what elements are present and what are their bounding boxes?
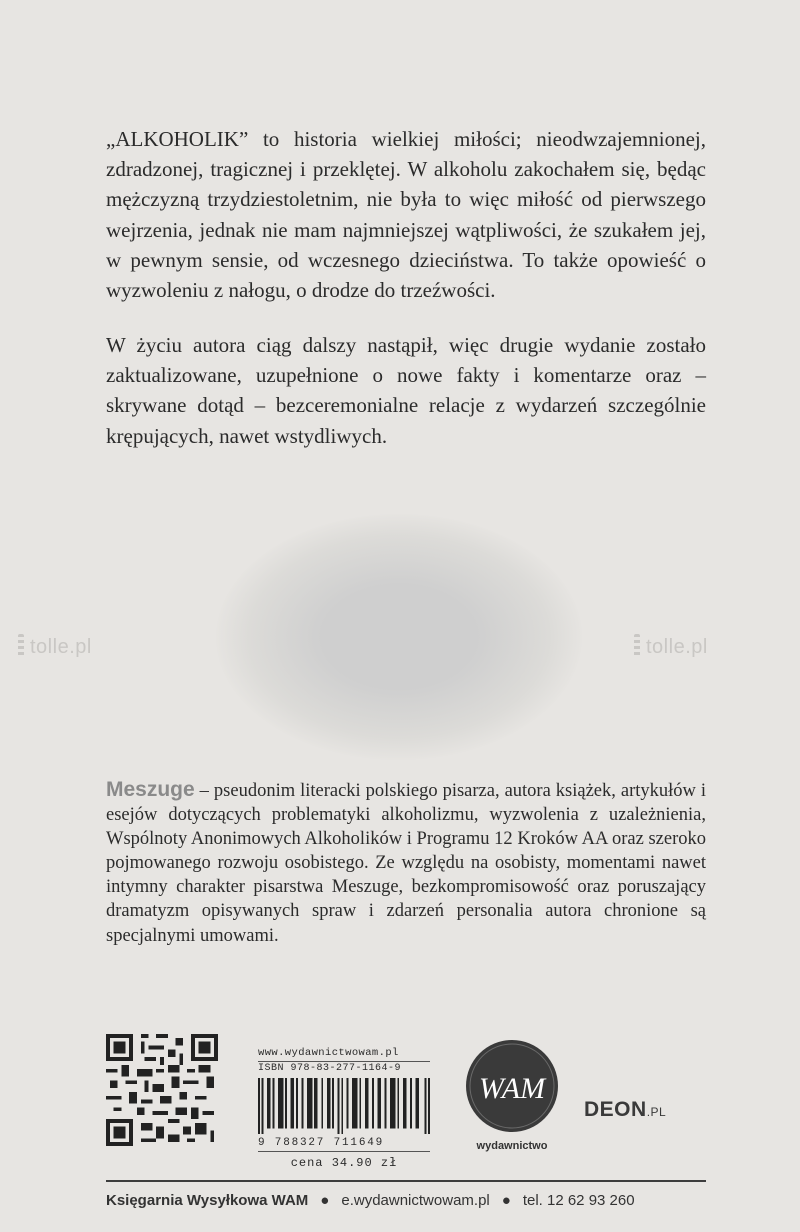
qr-code xyxy=(106,1034,218,1146)
watermark xyxy=(646,636,708,659)
wam-logo xyxy=(464,1038,560,1134)
bio-paragraph xyxy=(106,778,706,948)
blurb-text-1: „ALKOHOLIK” to historia wielkiej miłości; nieodwzajemnionej, zdradzonej, tragicznej i przeklętej. W alkoholu zakochałem się, będąc mężczyzną trzydziestoletnim, nie była to więc miłość od pierwszego wejrzenia, jednak nie mam najmniejszej wątpliwości, że szukałem jej, w pewnym sensie, od wczesnego dzieciństwa. To także opowieść o wyzwoleniu z nałogu, o drodze do trzeźwości. xyxy=(106,127,706,303)
ean-barcode xyxy=(258,1078,430,1134)
footer-bullet: ● xyxy=(320,1192,330,1209)
watermark xyxy=(30,636,92,659)
author-bio xyxy=(106,778,706,948)
publisher-url: www.wydawnictwowam.pl xyxy=(258,1046,430,1062)
footer-shop: Księgarnia Wysyłkowa WAM xyxy=(106,1192,309,1209)
blurb-paragraph-2 xyxy=(106,330,706,451)
wam-label: wydawnictwo xyxy=(476,1140,548,1152)
deon-logo xyxy=(584,1098,666,1122)
blurb-paragraph-1 xyxy=(106,124,706,305)
man-on-stairs-image xyxy=(216,514,582,760)
watermark-text: tolle.pl xyxy=(30,636,92,658)
footer-divider xyxy=(106,1180,706,1182)
bio-text: – pseudonim literacki polskiego pisarza, autora książek, artykułów i esejów dotyczących problematyki alkoholizmu, wyzwolenia z uzależnienia, Wspólnoty Anonimowych Alkoholików i Programu 12 Kroków AA oraz szeroko pojmowanego rozwoju osobistego. Ze względu na osobisty, momentami nawet intymny charakter pisarstwa Meszuge, bezkompromisowość oraz poruszający dramatyzm opisywanych spraw i zdarzeń personalia autora chronione są specjalnymi umowami. xyxy=(106,781,706,946)
deon-suffix: .PL xyxy=(646,1105,667,1119)
deon-text: DEON xyxy=(584,1098,647,1121)
blurb-text-2: W życiu autora ciąg dalszy nastąpił, więc drugie wydanie zostało zaktualizowane, uzupełnione o nowe fakty i komentarze oraz – skrywane dotąd – bezceremonialne relacje z wydarzeń szczególnie krępujących, nawet wstydliwych. xyxy=(106,333,706,448)
price: cena 34.90 zł xyxy=(258,1151,430,1170)
footer xyxy=(106,1192,726,1209)
footer-phone: tel. 12 62 93 260 xyxy=(522,1192,635,1209)
footer-site: e.wydawnictwowam.pl xyxy=(341,1192,490,1209)
isbn-barcode-block xyxy=(258,1046,430,1170)
tolle-watermark-icon xyxy=(634,634,640,658)
isbn: ISBN 978-83-277-1164-9 xyxy=(258,1063,402,1074)
barcode-digits: 9 788327 711649 xyxy=(258,1137,385,1149)
author-name: Meszuge xyxy=(106,778,195,801)
cover-photo xyxy=(216,514,582,760)
wam-logo-text: WAM xyxy=(478,1072,546,1105)
watermark-text: tolle.pl xyxy=(646,636,708,658)
tolle-watermark-icon xyxy=(18,634,24,658)
footer-bullet: ● xyxy=(501,1192,511,1209)
